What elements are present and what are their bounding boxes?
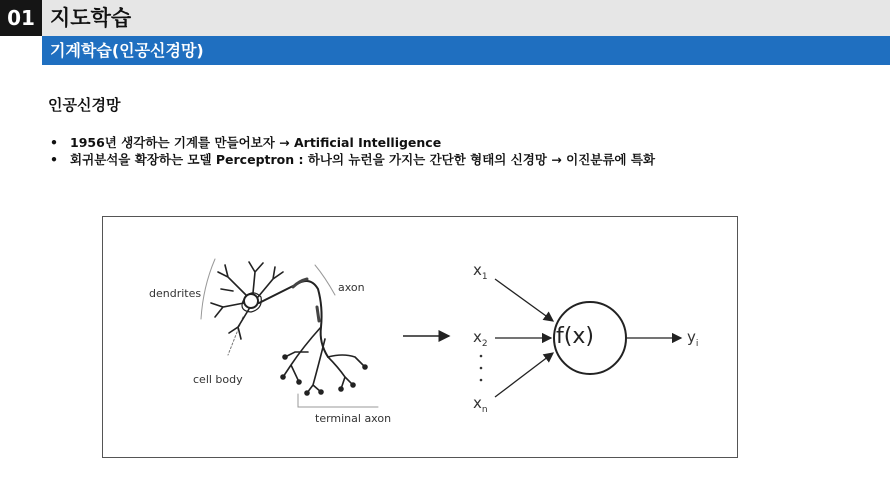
label-cell-body: cell body: [193, 373, 243, 386]
figure-drawing: [103, 217, 737, 457]
content-heading: 인공신경망: [48, 96, 121, 114]
label-dendrites: dendrites: [149, 287, 202, 300]
bullet-list: [48, 134, 655, 168]
input-edge: [495, 279, 553, 321]
input-x2: $x_2$: [473, 328, 488, 349]
subtitle-bar: [42, 36, 890, 65]
input-xn: $x_n$: [473, 394, 488, 415]
activation-function-label: f(x): [556, 324, 594, 349]
label-terminal-axon: terminal axon: [315, 412, 392, 425]
output-y: $y_i$: [687, 328, 699, 349]
neuron-perceptron-figure: [102, 216, 738, 458]
section-title: 지도학습: [50, 6, 132, 30]
subtitle: 기계학습(인공신경망): [50, 41, 204, 60]
section-number: 01: [0, 0, 42, 36]
bullet-text: 회귀분석을 확장하는 모델 Perceptron : 하나의 뉴런을 가지는 간단한 형태의 신경망 → 이진분류에 특화: [70, 152, 656, 167]
bullet-item: [48, 134, 655, 151]
bullet-dot: •: [50, 135, 58, 150]
title-bar: [0, 0, 890, 36]
input-edge: [495, 353, 553, 397]
bullet-text: 1956년 생각하는 기계를 만들어보자 → Artificial Intelligence: [70, 135, 442, 150]
bullet-dot: •: [50, 152, 58, 167]
label-axon: axon: [338, 281, 365, 294]
bullet-item: [48, 151, 655, 168]
input-x1: $x_1$: [473, 261, 488, 282]
